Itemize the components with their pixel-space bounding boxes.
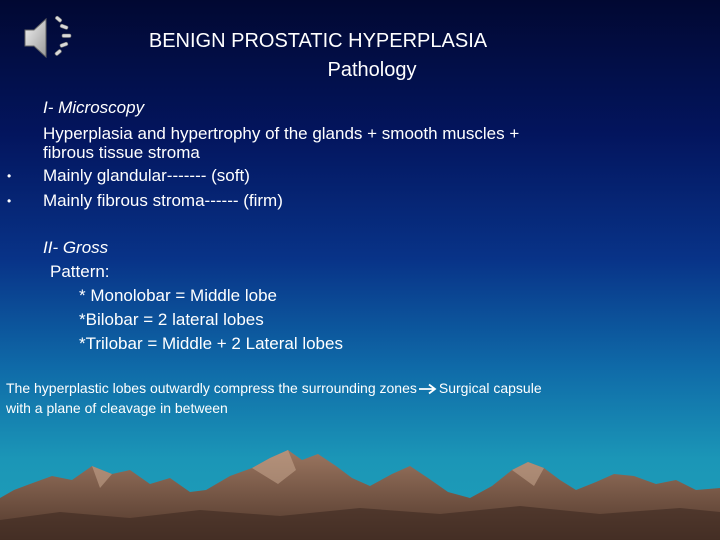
microscopy-bullet-1: Mainly glandular------- (soft) [43, 166, 250, 185]
note-line-1 [6, 378, 542, 398]
gross-pattern-item-trilobar: *Trilobar = Middle + 2 Lateral lobes [79, 334, 343, 353]
gross-heading: II- Gross [43, 238, 109, 257]
microscopy-line-2: fibrous tissue stroma [43, 143, 200, 162]
gross-pattern-label: Pattern: [50, 262, 110, 281]
note-text-part-2: Surgical capsule [438, 380, 542, 396]
microscopy-heading: I- Microscopy [43, 98, 145, 117]
bullet-dot: • [7, 169, 12, 183]
note-text-part-1: The hyperplastic lobes outwardly compress the surrounding zones [6, 380, 417, 396]
right-arrow-icon [418, 383, 438, 395]
gross-pattern-item-monolobar: * Monolobar = Middle lobe [79, 286, 277, 305]
mountain-landscape [0, 440, 720, 540]
gross-pattern-item-bilobar: *Bilobar = 2 lateral lobes [79, 310, 264, 329]
bullet-dot: • [7, 194, 12, 208]
slide-subtitle: Pathology [327, 59, 417, 81]
note-line-2: with a plane of cleavage in between [6, 400, 228, 416]
microscopy-line-1: Hyperplasia and hypertrophy of the glands + smooth muscles + [43, 124, 520, 143]
slide-title: BENIGN PROSTATIC HYPERPLASIA [148, 30, 488, 52]
microscopy-bullet-2: Mainly fibrous stroma------ (firm) [43, 191, 283, 210]
